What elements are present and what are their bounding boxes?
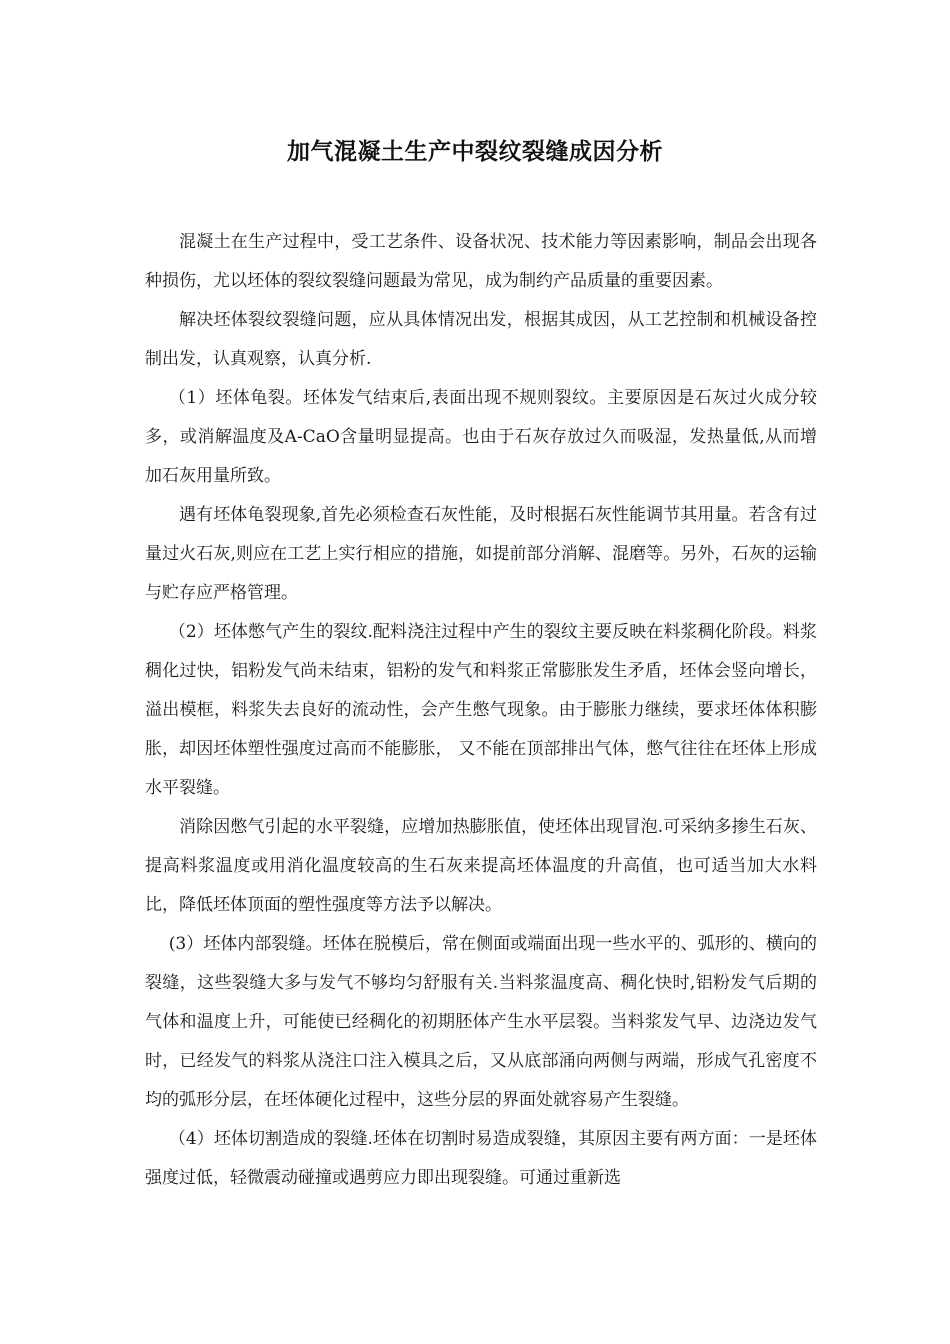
document-body <box>145 223 817 1198</box>
document-title: 加气混凝土生产中裂纹裂缝成因分析 <box>287 139 663 165</box>
paragraph: （2）坯体憋气产生的裂纹.配料浇注过程中产生的裂纹主要反映在料浆稠化阶段。料浆稠化过快，铝粉发气尚未结束，铝粉的发气和料浆正常膨胀发生矛盾，坯体会竖向增长，溢出模框，料浆失去良好的流动性，会产生憋气现象。由于膨胀力继续，要求坯体体积膨胀，却因坯体塑性强度过高而不能膨胀， 又不能在顶部排出气体，憋气往往在坯体上形成水平裂缝。 <box>145 622 817 798</box>
paragraph: 混凝土在生产过程中，受工艺条件、设备状况、技术能力等因素影响，制品会出现各种损伤，尤以坯体的裂纹裂缝问题最为常见，成为制约产品质量的重要因素。 <box>145 232 817 291</box>
paragraph: （4）坯体切割造成的裂缝.坯体在切割时易造成裂缝，其原因主要有两方面：一是坯体强度过低，轻微震动碰撞或遇剪应力即出现裂缝。可通过重新选 <box>145 1129 817 1188</box>
paragraph: （1）坯体龟裂。坯体发气结束后,表面出现不规则裂纹。主要原因是石灰过火成分较多，或消解温度及A-CaO含量明显提高。也由于石灰存放过久而吸湿，发热量低,从而增加石灰用量所致。 <box>145 388 817 486</box>
paragraph: 消除因憋气引起的水平裂缝，应增加热膨胀值，使坯体出现冒泡.可采纳多掺生石灰、提高料浆温度或用消化温度较高的生石灰来提高坯体温度的升高值，也可适当加大水料比，降低坯体顶面的塑性强度等方法予以解决。 <box>145 817 817 915</box>
paragraph: 解决坯体裂纹裂缝问题，应从具体情况出发，根据其成因，从工艺控制和机械设备控制出发，认真观察，认真分析. <box>145 310 817 369</box>
paragraph: (3）坯体内部裂缝。坯体在脱模后，常在侧面或端面出现一些水平的、弧形的、横向的裂缝，这些裂缝大多与发气不够均匀舒服有关.当料浆温度高、稠化快时,铝粉发气后期的气体和温度上升，可能使已经稠化的初期胚体产生水平层裂。当料浆发气早、边浇边发气时，已经发气的料浆从浇注口注入模具之后，又从底部涌向两侧与两端，形成气孔密度不均的弧形分层，在坯体硬化过程中，这些分层的界面处就容易产生裂缝。 <box>145 934 817 1110</box>
paragraph: 遇有坯体龟裂现象,首先必须检查石灰性能，及时根据石灰性能调节其用量。若含有过量过火石灰,则应在工艺上实行相应的措施，如提前部分消解、混磨等。另外，石灰的运输与贮存应严格管理。 <box>145 505 817 603</box>
